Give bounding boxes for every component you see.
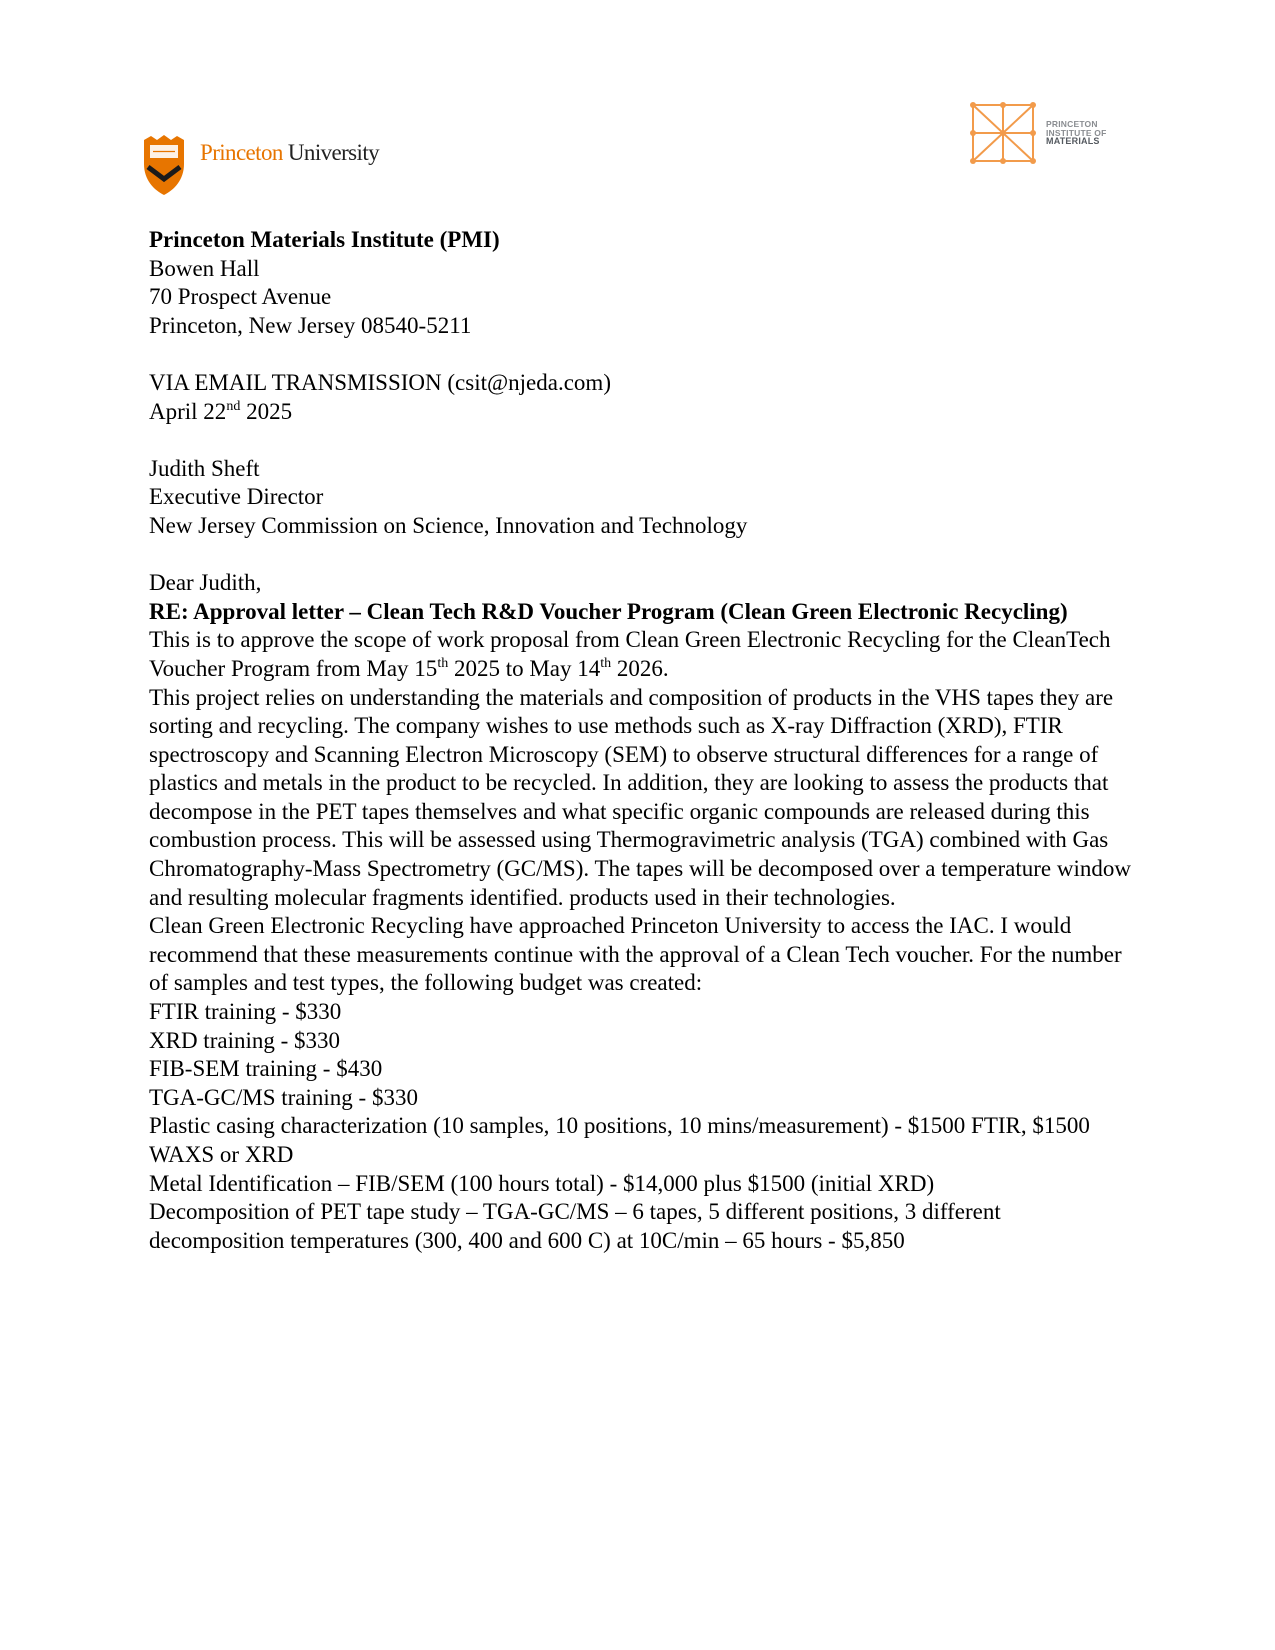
sender-address-line: 70 Prospect Avenue [149,284,332,310]
recipient-name: Judith Sheft [149,455,260,481]
princeton-university-wordmark: Princeton University [200,140,380,165]
subject-line: RE: Approval letter – Clean Tech R&D Voucher Program (Clean Green Electronic Recycling) [149,598,1068,624]
princeton-shield-icon [142,134,186,196]
paragraph-approval: This is to approve the scope of work proposal from Clean Green Electronic Recycling for the CleanTech Voucher Program from May 15th 2025 to May 14th 2026. [149,627,1111,681]
pmi-lattice-icon [970,102,1036,164]
budget-list [149,998,1134,1255]
budget-item: Metal Identification – FIB/SEM (100 hours total) - $14,000 plus $1500 (initial XRD) [149,1170,935,1196]
budget-item: Plastic casing characterization (10 samples, 10 positions, 10 mins/measurement) - $1500 FTIR, $1500 WAXS or XRD [149,1113,1090,1167]
letter-body [149,226,1134,1255]
budget-item: TGA-GC/MS training - $330 [149,1084,418,1110]
salutation: Dear Judith, [149,570,262,596]
sender-address-line: Bowen Hall [149,255,260,281]
pmi-wordmark: PRINCETON INSTITUTE OF MATERIALS [1046,119,1107,147]
transmission-method: VIA EMAIL TRANSMISSION (csit@njeda.com) [149,369,611,395]
transmission-info [149,369,1134,426]
sender-name: Princeton Materials Institute (PMI) [149,227,500,252]
paragraph-project-description: This project relies on understanding the materials and composition of products in the VHS tapes they are sorting and recycling. The company wishes to use methods such as X-ray Diffraction (XRD), FTIR spectroscopy and Scanning Electron Microscopy (SEM) to observe structural differences for a range of plastics and metals in the product to be recycled. In addition, they are looking to assess the products that decompose in the PET tapes themselves and what specific organic compounds are released during this combustion process. This will be assessed using Thermogravimetric analysis (TGA) combined with Gas Chromatography-Mass Spectrometry (GC/MS). The tapes will be decomposed over a temperature window and resulting molecular fragments identified. products used in their technologies. [149,684,1131,910]
sender-address [149,226,1134,340]
sender-address-line: Princeton, New Jersey 08540-5211 [149,312,472,338]
budget-item: XRD training - $330 [149,1027,341,1053]
letter-date: April 22nd 2025 [149,398,293,424]
recipient-organization: New Jersey Commission on Science, Innovation and Technology [149,512,748,538]
recipient-title: Executive Director [149,484,324,510]
recipient-address [149,455,1134,541]
budget-item: Decomposition of PET tape study – TGA-GC/MS – 6 tapes, 5 different positions, 3 different decomposition temperatures (300, 400 and 600 C) at 10C/min – 65 hours - $5,850 [149,1199,1001,1253]
budget-item: FIB-SEM training - $430 [149,1056,383,1082]
princeton-university-logo [142,134,379,198]
pmi-logo [970,102,1106,164]
paragraph-recommendation: Clean Green Electronic Recycling have approached Princeton University to access the IAC. I would recommend that these measurements continue with the approval of a Clean Tech voucher. For the number of samples and test types, the following budget was created: [149,913,1122,996]
budget-item: FTIR training - $330 [149,999,342,1025]
